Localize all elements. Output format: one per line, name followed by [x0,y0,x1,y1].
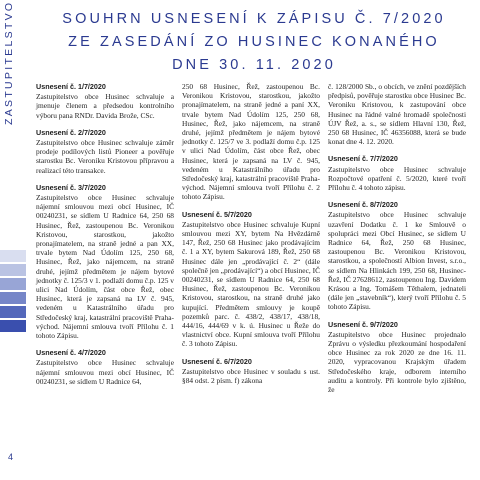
resolution-section [36,348,174,386]
resolution-section [182,357,320,386]
resolution-heading: Usnesení č. 4/7/2020 [36,348,106,358]
resolution-heading: Usnesení č. 9/7/2020 [328,319,398,329]
color-bar [0,292,26,304]
resolution-text: Zastupitelstvo obce Husinec schvaluje záměr prodeje podílových listů Pioneer a pověřuje starostku Bc. Veroniku Kristovou přípravou a realizací této transakce. [36,138,174,175]
resolution-heading: Usnesení č. 6/7/2020 [182,356,252,366]
color-bar [0,264,26,276]
resolution-text: Zastupitelstvo obce Husinec schvaluje Kupní smlouvou mezi XY, bytem Na Hvězdárně 147, Řež, 250 68 Husinec jako prodávajícím č. 1 a XY, bytem Sakurová 189, Řež, 250 68 Husinec dále jen „prodávající č. 2“ (dále společně jen „prodávající“) a obcí Husinec, IČ 00240231, se sídlem U Radnice 64, 250 68 Husinec, Řež, zastoupenou Bc. Veronikou Kristovou, starostkou, na straně druhé jako kupující. Předmětem smlouvy je koupě pozemků parc. č. 438/2, 438/17, 438/18, 444/16, 444/69 v k. ú. Husinec u Řeže do vlastnictví obce. Kupní smlouva tvoří Přílohu č. 3 tohoto Zápisu. [182,219,320,349]
color-bar [0,320,26,332]
resolution-text: Zastupitelstvo obce Husinec v souladu s ust. §84 odst. 2 písm. f) zákona [182,366,320,386]
resolution-text: Zastupitelstvo obce Husinec schvaluje uzavření Dodatku č. 1 ke Smlouvě o spolupráci mezi Obcí Husinec, se sídlem U Radnice 64, Řež, 250 68 Husinec, zastoupenou Bc. Veronikou Kristovou, starostkou, a společností Albion Invest, s.r.o., se sídlem Na Hlinkách 199, 250 68, Husinec-Řež, IČ 27628612, zastoupenou Ing. Davidem Krásou a Ing. Tomášem Těthalem, jednateli (dále jen „stavebník“), který tvoří Přílohu č. 5 tohoto Zápisu. [328,210,466,312]
resolution-section [328,82,466,146]
resolution-section [182,82,320,202]
resolution-text: Zastupitelstvo obce Husinec schvaluje Rozpočtové opatření č. 5/2020, které tvoří Přílohu č. 4 tohoto zápisu. [328,164,466,193]
resolution-heading: Usnesení č. 2/7/2020 [36,127,106,137]
resolution-heading: Usnesení č. 5/7/2020 [182,209,252,219]
color-bars [0,250,26,334]
resolution-heading: Usnesení č. 3/7/2020 [36,182,106,192]
resolution-section [328,154,466,192]
page-number: 4 [8,452,14,462]
resolution-text: č. 128/2000 Sb., o obcích, ve znění pozdějších předpisů, pověřuje starostku obce Husinec Bc. Veroniku Kristovou, k zastupování obce Husinec na řádné valné hromadě společnosti ÚJV Řež, a. s., se sídlem Hlavní 130, Řež, 250 68 Husinec, IČ 46356088, která se bude konat dne 4. 12. 2020. [328,82,466,147]
text-column-3 [328,82,466,402]
side-band [0,0,26,480]
resolution-section [328,200,466,311]
resolution-section [36,82,174,120]
text-column-1 [36,82,174,394]
color-bar [0,306,26,318]
resolution-section [182,210,320,349]
side-label: ZASTUPITELSTVO [3,0,15,125]
resolution-heading: Usnesení č. 7/7/2020 [328,154,398,164]
resolution-text: 250 68 Husinec, Řež, zastoupenou Bc. Veronikou Kristovou, starostkou, jakožto pronajímatelem, na straně jedné a paní XX, trvale bytem Nad Údolím 125, 250 68, Husinec, Řež, jako nájemcem, na straně druhé, jejímž předmětem je nájem bytové jednotky č. 125/7 ve 3. podlaží domu č.p. 125 v ulici Nad Údolím, část obce Řež, obec Husinec, která je zapsaná na LV č. 945, vedeném u Katastrálního úřadu pro Středočeský kraj, katastrální pracoviště Praha-východ. Nájemní smlouva tvoří Přílohu č. 2 tohoto Zápisu. [182,82,320,202]
color-bar [0,250,26,262]
resolution-section [36,128,174,175]
text-column-2 [182,82,320,393]
resolution-text: Zastupitelstvo obce Husinec schvaluje nájemní smlouvou mezi obcí Husinec, IČ 00240231, se sídlem U Radnice 64, 250 68 Husinec, Řež, zastoupenou Bc. Veronikou Kristovou, starostkou, jakožto pronajímatelem, na straně jedné a pan XX, trvale bytem Nad Údolím 125, 250 68, Husinec, Řež, jako nájemcem, na straně druhé, jejímž předmětem je nájem bytové jednotky č. 125/3 v 1. podlaží domu č.p. 125 v ulici Nad Údolím, část obce Řež, obec Husinec, která je zapsaná na LV č. 945, vedeném u Katastrálního úřadu pro Středočeský kraj, katastrální pracoviště Praha-východ. Nájemní smlouva tvoří Přílohu č. 1 tohoto Zápisu. [36,193,174,341]
resolution-heading: Usnesení č. 8/7/2020 [328,200,398,210]
resolution-text: Zastupitelstvo obce Husinec schvaluje nájemní smlouvou mezi obcí Husinec, IČ 00240231, se sídlem U Radnice 64, [36,358,174,386]
resolution-text: Zastupitelstvo obce Husinec schvaluje a jmenuje členem a předsedou kontrolního výboru pana RNDr. Davida Brože, CSc. [36,92,174,120]
title-line-3: DNE 30. 11. 2020 [172,57,336,73]
title-line-1: SOUHRN USNESENÍ K ZÁPISU Č. 7/2020 [62,11,446,27]
resolution-section [36,183,174,340]
resolution-heading: Usnesení č. 1/7/2020 [36,82,106,91]
resolution-text: Zastupitelstvo obce Husinec projednalo Zprávu o výsledku přezkoumání hospodaření obce Husinec za rok 2020 ze dne 16. 11. 2020, vypracovanou Krajským úřadem Středočeského kraje, odborem interního auditu a kontroly. Při kontrole bylo zjištěno, že [328,329,466,395]
title-line-2: ZE ZASEDÁNÍ ZO HUSINEC KONANÉHO [68,34,440,50]
resolution-section [328,320,466,395]
color-bar [0,278,26,290]
document-title [34,8,474,77]
